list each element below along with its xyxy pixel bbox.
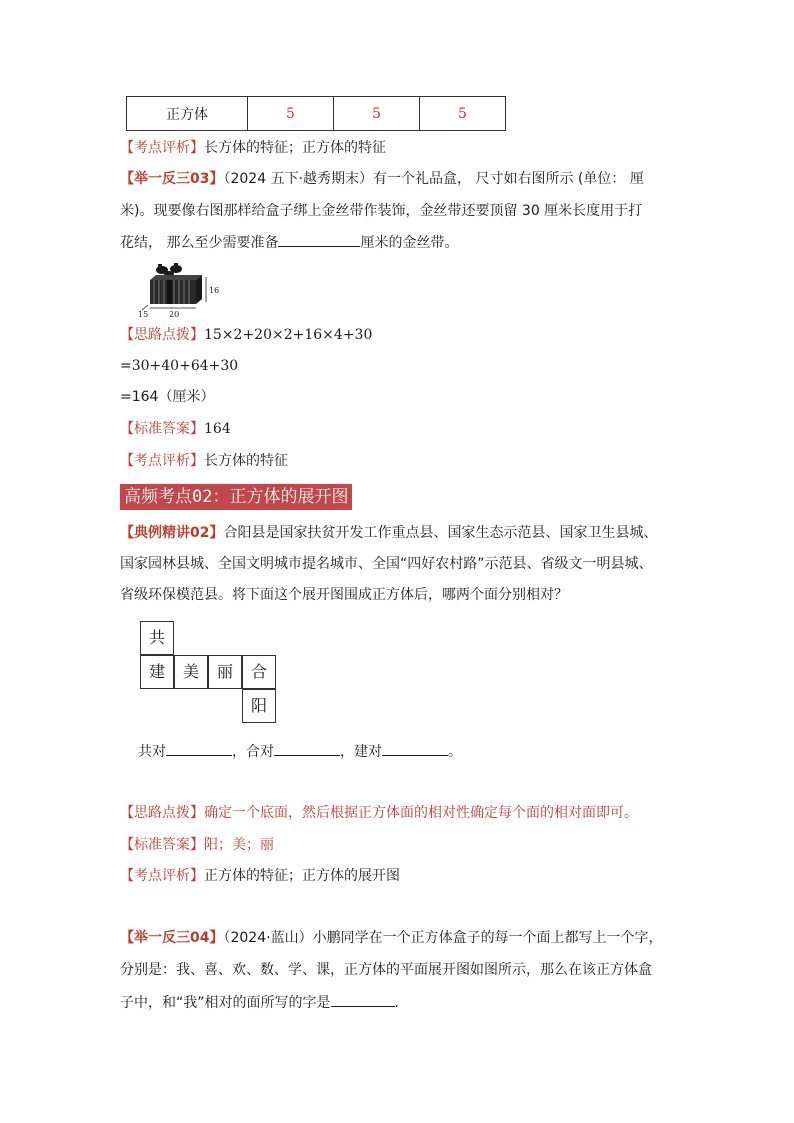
question-text: ，合对: [232, 744, 274, 760]
table-cell-value: 5: [334, 97, 420, 131]
problem-04-line-2: 分别是：我、喜、欢、数、学、课，正方体的平面展开图如图所示，那么在该正方体盒: [120, 962, 652, 978]
example-text: 合阳县是国家扶贫开发工作重点县、国家生态示范县、国家卫生县城、: [223, 525, 658, 541]
top-table: [126, 96, 506, 131]
net-face-yang: 阳: [242, 689, 276, 723]
net-face-he: 合: [242, 655, 276, 689]
problem-text: 花结， 那么至少需要准备: [120, 235, 279, 251]
problem-text: （2024 五下·越秀期末）有一个礼品盒， 尺寸如右图所示 (单位： 厘: [223, 171, 644, 187]
problem-tag: 【举一反三04】: [120, 930, 224, 946]
answer-blank: [331, 992, 395, 1007]
problem-text: 子中，和“我”相对的面所写的字是: [120, 995, 331, 1011]
question-text: 。: [448, 744, 462, 760]
question-text: 共对: [138, 744, 166, 760]
net-face-li: 丽: [208, 655, 242, 689]
problem-03-line-1: [120, 169, 644, 189]
table-row: [127, 97, 506, 131]
problem-03-line-2: 米)。现要像右图那样给盒子绑上金丝带作装饰，金丝带还要顶留 30 厘米长度用于打: [120, 203, 643, 219]
eval-tag: 【考点评析】: [120, 868, 204, 884]
example-02-line-3: 省级环保模范县。将下面这个展开图围成正方体后，哪两个面分别相对？: [120, 587, 568, 603]
table-cell-value: 5: [248, 97, 334, 131]
problem-text: 厘米的金丝带。: [360, 235, 459, 251]
eval-text: 正方体的特征；正方体的展开图: [204, 868, 400, 884]
answer-line: [120, 419, 231, 439]
hint-text: 确定一个底面，然后根据正方体面的相对性确定每个面的相对面即可。: [204, 805, 638, 821]
answer-tag: 【标准答案】: [120, 837, 204, 853]
hint-tag: 【思路点拨】: [120, 805, 204, 821]
hint-tag: 【思路点拨】: [120, 327, 204, 343]
dim-length-label: 20: [169, 310, 180, 318]
eval-line-3: [120, 866, 400, 886]
net-face-jian: 建: [140, 655, 174, 689]
problem-03-line-3: [120, 232, 458, 253]
example-02-line-1: [120, 523, 657, 543]
problem-04-line-3: [120, 992, 399, 1013]
answer-line-2: [120, 835, 274, 855]
table-cell-label: 正方体: [127, 97, 248, 131]
eval-text: 长方体的特征: [204, 453, 288, 469]
problem-tag: 【举一反三03】: [120, 171, 224, 187]
table-cell-value: 5: [420, 97, 506, 131]
example-tag: 【典例精讲02】: [120, 525, 224, 541]
hint-line-2: [120, 803, 638, 823]
question-text: ，建对: [340, 744, 382, 760]
net-question: [138, 741, 462, 762]
answer-blank: [278, 232, 360, 247]
eval-text: 长方体的特征；正方体的特征: [204, 140, 386, 156]
calc-step-2: =164（厘米）: [120, 389, 215, 405]
problem-text: （2024·蓝山）小鹏同学在一个正方体盒子的每一个面上都写上一个字，: [223, 930, 663, 946]
eval-tag: 【考点评析】: [120, 140, 204, 156]
eval-line-1: [120, 138, 386, 158]
problem-04-line-1: [120, 928, 663, 948]
answer-text: 164: [204, 421, 231, 437]
net-face-gong: 共: [140, 621, 174, 655]
gift-box-figure: [136, 262, 226, 318]
answer-blank: [382, 741, 448, 756]
example-02-line-2: 国家园林县城、全国文明城市提名城市、全国“四好农村路”示范县、省级文一明县城、: [120, 556, 653, 572]
answer-blank: [166, 741, 232, 756]
dim-height-label: 16: [209, 286, 220, 295]
answer-blank: [274, 741, 340, 756]
section-banner: 高频考点02：正方体的展开图: [120, 484, 352, 510]
dim-width-label: 15: [138, 310, 149, 318]
calc-step-1: =30+40+64+30: [120, 358, 239, 374]
answer-tag: 【标准答案】: [120, 421, 204, 437]
hint-text: 15×2+20×2+16×4+30: [204, 327, 373, 343]
net-face-mei: 美: [174, 655, 208, 689]
hint-line: [120, 325, 372, 345]
problem-text: .: [394, 995, 399, 1011]
eval-line-2: [120, 451, 288, 471]
answer-text: 阳；美；丽: [204, 837, 274, 853]
eval-tag: 【考点评析】: [120, 453, 204, 469]
